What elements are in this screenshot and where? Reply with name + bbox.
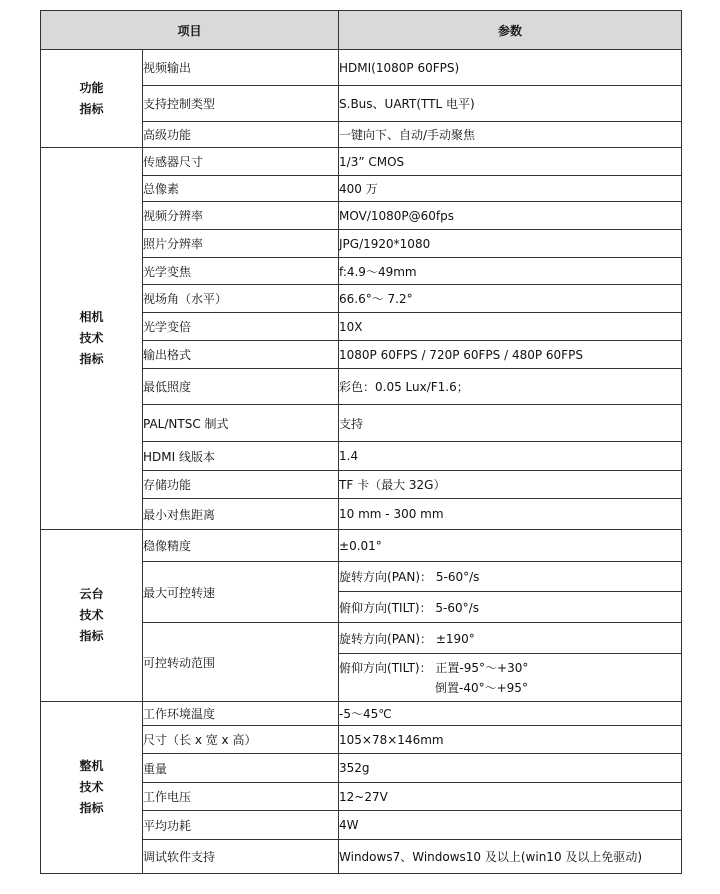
category-camera: 相机 技术 指标 — [41, 148, 143, 530]
row-item: 存储功能 — [143, 471, 339, 499]
row-value: 66.6°～ 7.2° — [339, 285, 682, 313]
row-value: 一键向下、自动/手动聚焦 — [339, 122, 682, 148]
row-value: 1080P 60FPS / 720P 60FPS / 480P 60FPS — [339, 341, 682, 369]
row-value: 彩色：0.05 Lux/F1.6； — [339, 369, 682, 405]
header-param: 参数 — [339, 11, 682, 50]
row-value: 400 万 — [339, 176, 682, 202]
row-item: 稳像精度 — [143, 530, 339, 562]
row-value: ±0.01° — [339, 530, 682, 562]
row-item: 最低照度 — [143, 369, 339, 405]
row-item: 总像素 — [143, 176, 339, 202]
row-item: 视频分辨率 — [143, 202, 339, 230]
row-value: -5～45℃ — [339, 702, 682, 726]
row-value: 10 mm - 300 mm — [339, 499, 682, 530]
row-value: 俯仰方向(TILT)： 正置-95°～+30° 倒置-40°～+95° — [339, 654, 682, 702]
row-item: 平均功耗 — [143, 811, 339, 840]
row-value: 旋转方向(PAN)： ±190° — [339, 623, 682, 654]
header-item: 项目 — [41, 11, 339, 50]
row-value: 10X — [339, 313, 682, 341]
row-value: S.Bus、UART(TTL 电平) — [339, 86, 682, 122]
table-row — [41, 530, 682, 562]
row-item: 高级功能 — [143, 122, 339, 148]
row-value: JPG/1920*1080 — [339, 230, 682, 258]
row-value: 1.4 — [339, 442, 682, 471]
row-item: 最大可控转速 — [143, 562, 339, 623]
row-item: 可控转动范围 — [143, 623, 339, 702]
category-function: 功能 指标 — [41, 50, 143, 148]
category-gimbal: 云台 技术 指标 — [41, 530, 143, 702]
table-row — [41, 702, 682, 726]
row-item: 输出格式 — [143, 341, 339, 369]
row-value: 支持 — [339, 405, 682, 442]
row-value: 105×78×146mm — [339, 726, 682, 754]
row-item: 工作电压 — [143, 783, 339, 811]
row-item: 传感器尺寸 — [143, 148, 339, 176]
row-item: 最小对焦距离 — [143, 499, 339, 530]
category-machine: 整机 技术 指标 — [41, 702, 143, 874]
row-item: 视频输出 — [143, 50, 339, 86]
row-item: 调试软件支持 — [143, 840, 339, 874]
row-item: 视场角（水平） — [143, 285, 339, 313]
row-item: 尺寸（长 x 宽 x 高） — [143, 726, 339, 754]
row-value: 12~27V — [339, 783, 682, 811]
row-value: 俯仰方向(TILT)： 5-60°/s — [339, 592, 682, 623]
row-item: 光学变焦 — [143, 258, 339, 285]
row-value: 4W — [339, 811, 682, 840]
row-value: 1/3” CMOS — [339, 148, 682, 176]
row-item: HDMI 线版本 — [143, 442, 339, 471]
spec-table — [40, 10, 682, 874]
row-item: 照片分辨率 — [143, 230, 339, 258]
row-value: MOV/1080P@60fps — [339, 202, 682, 230]
row-value: 352g — [339, 754, 682, 783]
row-item: 支持控制类型 — [143, 86, 339, 122]
row-value: Windows7、Windows10 及以上(win10 及以上免驱动) — [339, 840, 682, 874]
row-value: 旋转方向(PAN)： 5-60°/s — [339, 562, 682, 592]
row-value: f:4.9～49mm — [339, 258, 682, 285]
header-row — [41, 11, 682, 50]
table-row — [41, 50, 682, 86]
row-value: HDMI(1080P 60FPS) — [339, 50, 682, 86]
table-row — [41, 148, 682, 176]
row-item: 光学变倍 — [143, 313, 339, 341]
row-item: PAL/NTSC 制式 — [143, 405, 339, 442]
row-item: 重量 — [143, 754, 339, 783]
row-item: 工作环境温度 — [143, 702, 339, 726]
row-value: TF 卡（最大 32G） — [339, 471, 682, 499]
